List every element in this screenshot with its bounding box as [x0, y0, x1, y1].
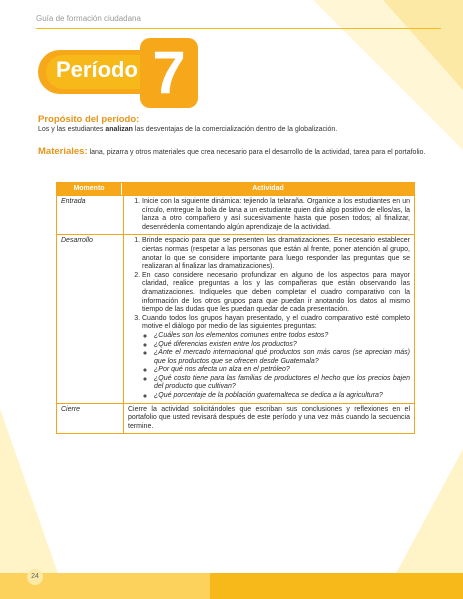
activity-cell [124, 404, 414, 434]
materials-text: lana, pizarra y otros materiales que crea necesario para el desarrollo de la actividad, tarea para el portafolio. [89, 149, 426, 156]
question-item: ◦ ¿Qué porcentaje de la población guatemalteca se dedica a la agricultura? [154, 392, 410, 401]
cierre-text: Cierre la actividad solicitándoles que escriban sus conclusiones y reflexiones en el portafolio que usted revisará después de este período y una vez más cuando la secuencia termine. [128, 405, 410, 430]
running-header: Guía de formación ciudadana [36, 14, 141, 23]
moment-cell: Desarrollo [57, 235, 124, 402]
purpose-text [38, 126, 438, 133]
list-item: 1. Inicie con la siguiente dinámica: tejiendo la telaraña. Organice a los estudiantes en un círculo, entregue la bola de lana a un estudiante quien dirá algo positivo de ellos/as, la lanza a otro compañero y así sucesivamente hasta que posen todos; al finalizar, desenrédenla comentando algún aprendizaje de la actividad. [142, 198, 410, 232]
question-item: ◦ ¿Qué costo tiene para las familias de productores el hecho que los precios bajen del producto que cultivan? [154, 375, 410, 392]
activity-cell [124, 235, 414, 402]
materials-section [38, 147, 433, 158]
purpose-title: Propósito del período: [38, 114, 140, 125]
purpose-text-bold: analizan [105, 126, 133, 133]
purpose-text-after: las desventajas de la comercialización dentro de la globalización. [134, 126, 338, 133]
moment-cell: Entrada [57, 196, 124, 234]
period-number: 7 [140, 38, 198, 108]
entrada-list [128, 198, 410, 232]
background-shape-bottom-left [0, 409, 60, 579]
table-header [57, 183, 414, 195]
header-divider [36, 28, 441, 29]
question-item: ◦ ¿Por qué nos afecta un alza en el petróleo? [154, 366, 410, 375]
materials-label: Materiales: [38, 146, 88, 157]
list-item: 2. En caso considere necesario profundizar en alguno de los aspectos para mayor claridad, realice preguntas a los y las compañeras que están observando las dramatizaciones. Indíqueles que deben completar el cuadro comparativo con la información de los otros grupos para que puedan ir anotando los datos al mismo tiempo de las dudas que les puedan quedar de cada presentación. [142, 272, 410, 315]
page-number: 24 [27, 569, 43, 585]
background-shape-top-right-inner [383, 0, 463, 90]
questions-list [142, 332, 410, 401]
question-item: ◦ ¿Qué diferencias existen entre los productos? [154, 341, 410, 350]
table-row-cierre [57, 403, 414, 434]
header-activity: Actividad [252, 185, 284, 192]
activity-cell [124, 196, 414, 234]
period-label: Período [56, 57, 138, 82]
table-row-entrada [57, 195, 414, 234]
table-row-desarrollo [57, 234, 414, 402]
purpose-text-before: Los y las estudiantes [38, 126, 104, 133]
question-item: ◦ ¿Cuáles son los elementos comunes entre todos estos? [154, 332, 410, 341]
list-item [142, 315, 410, 401]
background-shape-bottom-right [393, 449, 463, 579]
activity-table [56, 182, 415, 434]
moment-cell: Cierre [57, 404, 124, 434]
desarrollo-list [128, 237, 410, 400]
question-item: ◦ ¿Ante el mercado internacional qué productos son más caros (se aprecian más) que los productos que se ofrecen desde Guatemala? [154, 349, 410, 366]
header-moment: Momento [57, 183, 122, 195]
list-item: 1. Brinde espacio para que se presenten las dramatizaciones. Es necesario establecer ciertas normas (respetar a las personas que están al frente, poner atención al grupo, anotar lo que se considere importante para luego responder las preguntas que se realizaran al finalizar las dramatizaciones). [142, 237, 410, 271]
list-item-text: Cuando todos los grupos hayan presentado, y el cuadro comparativo esté completo motive el diálogo por medio de las siguientes preguntas: [142, 314, 410, 331]
